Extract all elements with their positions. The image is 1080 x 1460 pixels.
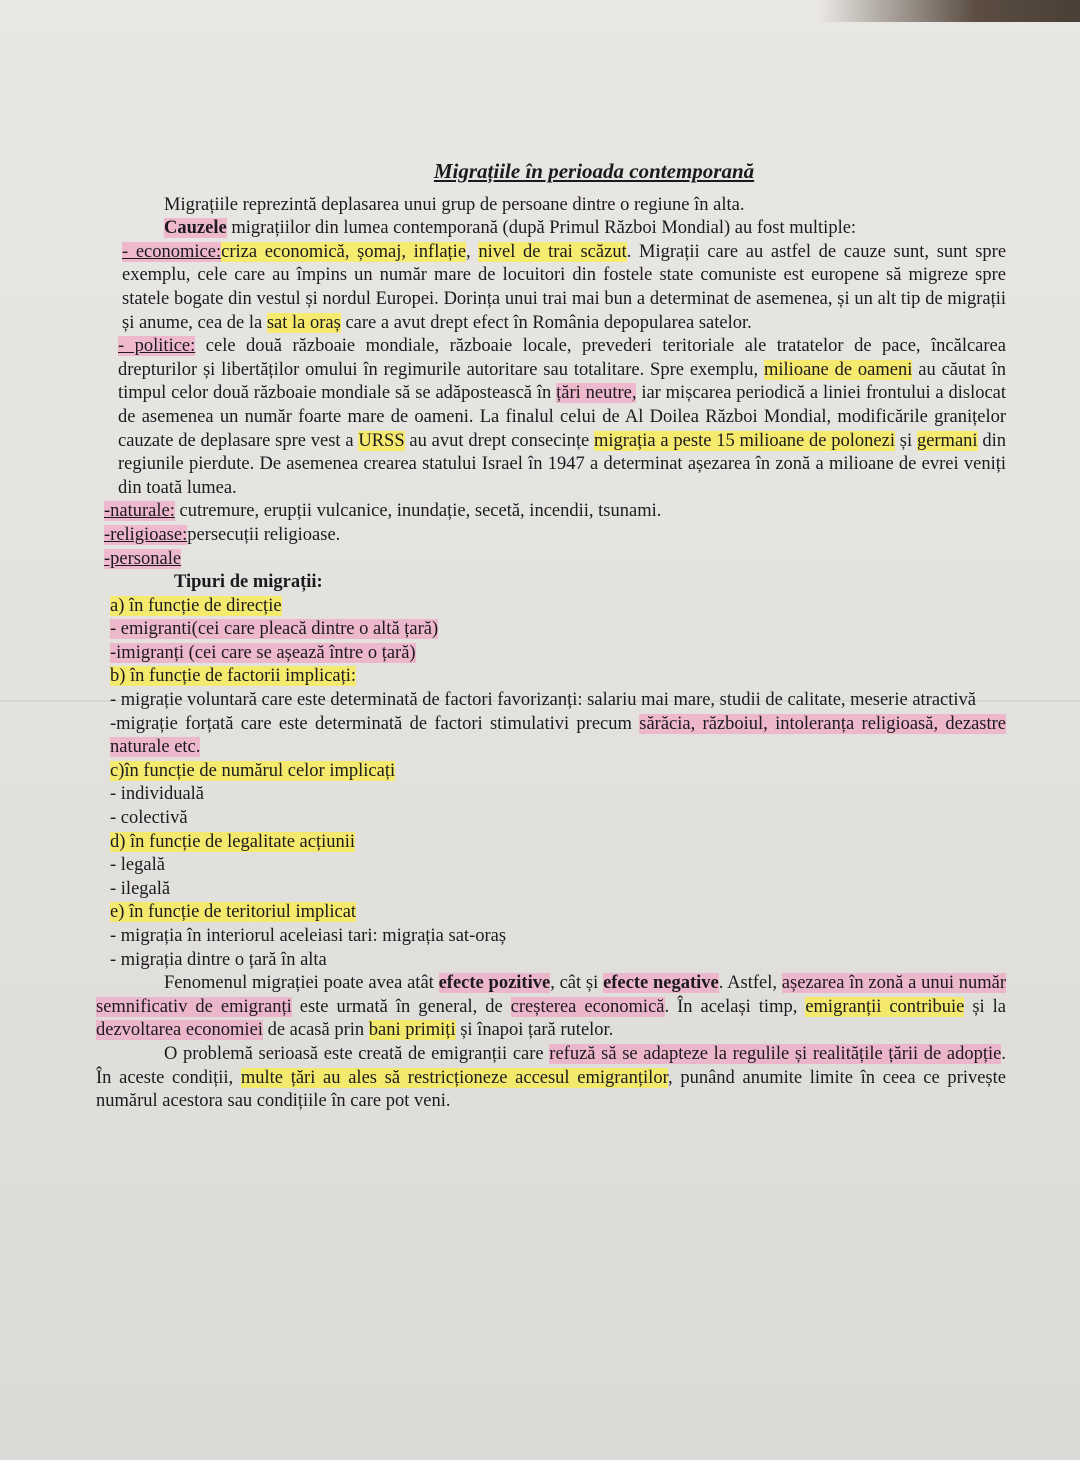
political-causes [96,335,1006,500]
political-text-3: au căutat în timpul celor două războaie mondiale să se adăpostească în [118,359,1006,404]
political-label: - politice: [118,336,196,357]
effects-text-7: este urmată în general, de [291,996,511,1017]
effects-text-12: dezvoltarea economiei [96,1020,263,1041]
type-d-item-2: - ilegală [110,878,171,899]
type-a-item-2 [96,642,1006,666]
type-c-title: c)în funcție de numărul celor implicați [110,760,396,781]
type-a-item-1-text: - emigranti(cei care pleacă dintre o altă țară) [110,619,439,640]
type-c-item-1: - individuală [110,784,205,805]
economic-text-3: , [466,241,479,262]
type-d-heading [96,831,1006,855]
problem-text-5: , punând anumite limite în ceea ce privește numărul acestora sau condițiile în care pot veni. [96,1067,1006,1112]
problem-paragraph [96,1043,1006,1114]
political-text-11: din regiunile pierdute. De asemenea crearea statului Israel în 1947 a determinat așezarea în zonă a milioane de evrei veniți din toată lumea. [118,430,1006,498]
type-e-item-2: - migrația dintre o țară în alta [110,949,327,970]
personal-label: -personale [104,548,182,569]
political-text-2: milioane de oameni [764,359,913,380]
effects-text-4: efecte negative [603,973,719,994]
type-d-item-1: - legală [110,855,165,876]
economic-text-2: inflație [413,241,467,262]
document-body [96,160,1006,1114]
effects-paragraph [96,972,1006,1043]
type-b-item-2 [96,713,1006,760]
economic-causes [96,241,1006,335]
problem-text-1: O problemă serioasă este creată de emigranții care [164,1043,550,1064]
effects-text-15: și înapoi țară rutelor. [455,1020,614,1041]
political-text-10: germani [916,430,978,451]
background-corner [820,0,1080,22]
type-e-heading [96,901,1006,925]
effects-text-3: , cât și [550,973,604,994]
causes-lead: Cauzele [164,218,227,239]
economic-label: - economice: [122,241,222,262]
type-b-title: b) în funcție de factorii implicați: [110,666,357,687]
effects-text-2: efecte pozitive [438,973,551,994]
economic-text-4: nivel de trai scăzut [478,241,627,262]
causes-rest: migrațiilor din lumea contemporană (după Primul Război Mondial) au fost multiple: [226,218,857,239]
political-text-8: migrația a peste 15 milioane de polonezi [593,430,895,451]
political-text-7: au avut drept consecințe [404,430,594,451]
type-b-heading [96,665,1006,689]
effects-text-14: bani primiți [368,1020,456,1041]
type-b-item-2-text: -migrație forțată care este determinată de factori stimulativi precum [110,713,640,734]
intro-paragraph: Migrațiile reprezintă deplasarea unui grup de persoane dintre o regiune în alta. [164,194,745,215]
effects-text-1: Fenomenul migrației poate avea atât [164,973,439,994]
economic-text-7: care a avut drept efect în România depopularea satelor. [340,312,752,333]
type-b-item-2-highlight: sărăcia, războiul, intoleranța religioasă, dezastre naturale etc. [110,713,1007,758]
religious-text: persecuții religioase. [187,524,341,545]
political-text-4: țări neutre, [556,383,637,404]
natural-label: -naturale: [104,501,175,522]
effects-text-9: . În același timp, [664,996,806,1017]
type-e-title: e) în funcție de teritoriul implicat [110,902,357,923]
problem-text-3: . În aceste condiții, [96,1043,1006,1088]
types-heading: Tipuri de migrații: [174,572,323,593]
political-text-9: și [895,430,917,451]
effects-text-13: de acasă prin [262,1020,369,1041]
economic-text-5: . Migrații care au astfel de cauze sunt, sunt spre exemplu, cele care au împins un număr mare de locuitori din fostele state comuniste est europene să migreze spre statele bogate din vestul și nordul Europei. Dorința unui trai mai bun a determinat de asemenea, și un alt tip de migrații și anume, cea de la [122,241,1007,333]
type-a-heading [96,595,1006,619]
type-a-item-1 [96,618,1006,642]
political-text-1: cele două războaie mondiale, războaie locale, prevederi teritoriale ale tratatelor de pace, încălcarea drepturilor și libertăților omului în regimurile autoritare sau totalitare. Spre exemplu, [118,336,1006,380]
document-title: Migrațiile în perioada contemporană [433,159,755,183]
natural-text: cutremure, erupții vulcanice, inundație, secetă, incendii, tsunami. [174,501,662,522]
effects-text-5: . Astfel, [718,973,782,994]
religious-causes [96,524,1006,548]
type-d-title: d) în funcție de legalitate acțiunii [110,831,356,852]
type-c-heading [96,760,1006,784]
type-c-item-2: - colectivă [110,808,188,829]
natural-causes [96,500,1006,524]
causes-paragraph [96,217,1006,241]
economic-text-6: sat la oraș [266,312,341,333]
type-e-item-1: - migrația în interiorul aceleiasi tari: migrația sat-oraș [110,926,507,946]
personal-causes [96,548,1006,572]
economic-text-1: criza economică, șomaj, [221,241,414,262]
religious-label: -religioase: [104,524,188,545]
effects-text-10: emigranții contribuie [805,996,965,1017]
problem-text-2: refuză să se adapteze la regulile și realitățile țării de adopție [549,1043,1002,1064]
type-b-item-1: - migrație voluntară care este determinată de factori favorizanți: salariu mai mare, studii de calitate, meserie atractivă [110,690,976,711]
political-text-5: iar mișcarea periodică a liniei frontului a dislocat de asemenea un număr foarte mare de oameni. La finalul celui de Al Doilea Război Mondial, modificările granițelor cauzate de deplasare spre vest a [118,383,1007,451]
political-text-6: URSS [358,430,405,451]
type-a-title: a) în funcție de direcție [110,595,282,616]
effects-text-8: creșterea economică [510,996,665,1017]
effects-text-11: și la [964,996,1006,1017]
effects-text-6: așezarea în zonă a unui număr semnificativ de emigranți [96,973,1007,1017]
problem-text-4: multe țări au ales să restricționeze accesul emigranților [240,1067,668,1088]
type-a-item-2-text: -imigranți (cei care se așează între o țară) [110,642,416,663]
